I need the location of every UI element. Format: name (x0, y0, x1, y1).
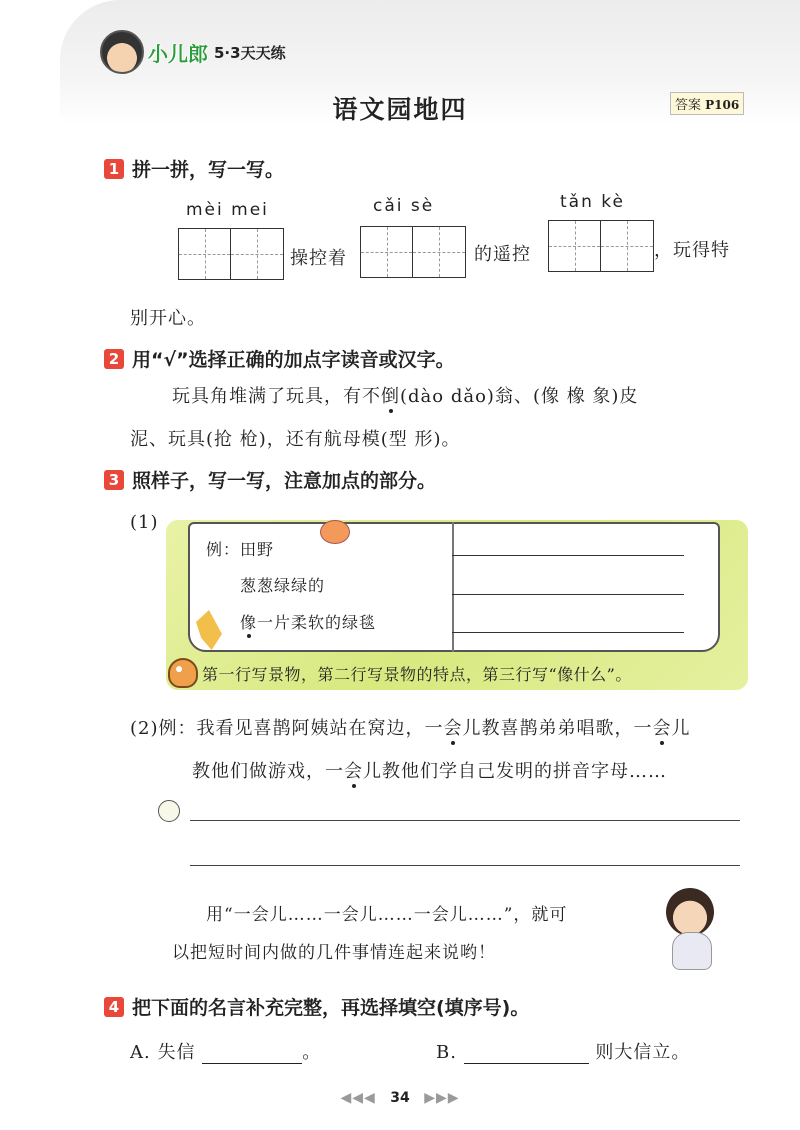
q1-pinyin-3: tǎn kè (560, 192, 625, 212)
q3-number: 3 (104, 470, 124, 490)
dotted-yihuier-1: 一会儿 (424, 718, 482, 739)
q1-writing-box-2[interactable] (360, 226, 466, 278)
q1-pinyin-2: cǎi sè (373, 196, 435, 216)
example-dotted-char: 像 (240, 613, 258, 632)
answer-ref[interactable] (670, 92, 744, 115)
q2-options-1[interactable]: (dào dǎo)翁、(像 橡 象)皮 (400, 386, 639, 407)
q4-item-b: B. 则大信立。 (436, 1042, 691, 1063)
book-answer-line-1[interactable] (452, 555, 684, 556)
book-answer-line-2[interactable] (452, 594, 684, 595)
q2-title: 用“√”选择正确的加点字读音或汉字。 (132, 349, 455, 371)
q2-line-2[interactable]: 泥、玩具(抢 枪)，还有航母模(型 形)。 (130, 429, 461, 450)
q2-line-1: 玩具角堆满了玩具，有不倒(dào dǎo)翁、(像 橡 象)皮 (172, 386, 639, 407)
example-line-2: 葱葱绿绿的 (240, 576, 326, 595)
answer-page: P106 (705, 98, 740, 112)
girl-mascot-icon (652, 888, 732, 973)
q1-text-3: ，玩得特 (654, 240, 730, 261)
example-line-3: 像一片柔软的绿毯 (240, 613, 377, 632)
q1-text-1: 操控着 (290, 248, 347, 269)
q2-number: 2 (104, 349, 124, 369)
q1-heading (104, 155, 284, 182)
sprout-icon (158, 800, 180, 822)
q1-pinyin-1: mèi mei (186, 200, 269, 220)
brand (100, 28, 286, 76)
q1-text-2: 的遥控 (474, 244, 531, 265)
q1-number: 1 (104, 159, 124, 179)
q4-blank-b[interactable] (464, 1044, 589, 1064)
q1-writing-box-1[interactable] (178, 228, 284, 280)
page-number: 34 (390, 1090, 410, 1106)
q3-answer-line-2[interactable] (190, 865, 740, 866)
book-answer-line-3[interactable] (452, 632, 684, 633)
q1-writing-box-3[interactable] (548, 220, 654, 272)
q3-sub-2-line-1: (2)例：我看见喜鹊阿姨站在窝边，一会儿教喜鹊弟弟唱歌，一会儿 (130, 718, 691, 739)
persimmon-icon (320, 520, 350, 544)
mushroom-icon (168, 658, 198, 688)
q3-title: 照样子，写一写，注意加点的部分。 (132, 470, 437, 492)
answer-label: 答案 (675, 98, 702, 113)
next-arrows-icon: ▶▶▶ (424, 1090, 460, 1106)
series-name: 5·3天天练 (214, 43, 286, 62)
page-footer (0, 1090, 800, 1106)
q4-item-a: A. 失信 。 (130, 1042, 322, 1063)
q3-sub-1: (1) (130, 512, 159, 533)
page-title: 语文园地四 (332, 95, 468, 124)
brand-logo: 小儿郎 (148, 41, 208, 66)
q2-heading (104, 345, 455, 372)
q2-dotted-char: 倒 (381, 386, 400, 407)
q3-tip-text: 第一行写景物，第二行写景物的特点，第三行写“像什么”。 (202, 664, 632, 684)
dotted-yihuier-2: 一会儿 (633, 718, 691, 739)
q3-answer-line-1[interactable] (190, 820, 740, 821)
mascot-boy-icon (100, 30, 144, 74)
q4-title: 把下面的名言补充完整，再选择填空(填序号)。 (132, 997, 530, 1019)
prev-arrows-icon: ◀◀◀ (340, 1090, 376, 1106)
q3-heading (104, 466, 436, 493)
q4-blank-a[interactable] (202, 1044, 302, 1064)
q4-heading (104, 993, 529, 1020)
q4-number: 4 (104, 997, 124, 1017)
q3-hint-1: 用“一会儿……一会儿……一会儿……”，就可 (206, 905, 568, 925)
q1-title: 拼一拼，写一写。 (132, 159, 285, 181)
dotted-yihuier-3: 一会儿 (325, 761, 382, 782)
q1-text-4: 别开心。 (130, 308, 206, 329)
q3-tip (168, 655, 748, 691)
q3-hint-2: 以把短时间内做的几件事情连起来说哟！ (172, 943, 496, 963)
q3-sub-2-line-2: 教他们做游戏，一会儿教他们学自己发明的拼音字母…… (192, 761, 667, 782)
example-label: 例：田野 (206, 540, 275, 559)
